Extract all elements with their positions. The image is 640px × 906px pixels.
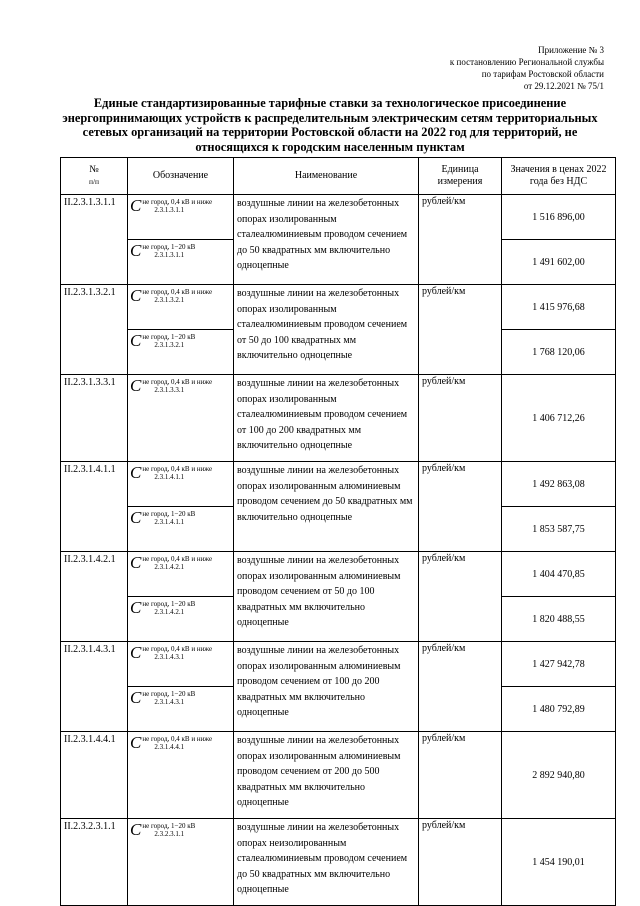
appendix-line: к постановлению Региональной службы [449,57,604,67]
designation-code: 2.3.1.3.3.1 [154,386,185,394]
designation-c-mark: C [130,196,142,215]
designation-c-mark: C [130,241,142,260]
designation-code: 2.3.1.4.3.1 [154,653,185,661]
designation-label: не город, 0,4 кВ и ниже [142,555,213,563]
table-row [61,195,616,240]
designation-label: не город, 0,4 кВ и ниже [142,735,213,743]
designation-c-mark: C [130,508,142,527]
designation-code: 2.3.1.4.1.1 [154,518,185,526]
value-cell: 1 480 792,89 [502,687,616,732]
designation-cell [128,285,234,330]
designation-label: не город, 0,4 кВ и ниже [142,288,213,296]
designation-code: 2.3.2.3.1.1 [154,830,185,838]
value-cell: 1 427 942,78 [502,642,616,687]
designation-cell [128,507,234,552]
designation-code: 2.3.1.4.2.1 [154,563,185,571]
unit-cell: рублей/км [419,732,502,819]
designation-c-mark: C [130,553,142,572]
designation-code: 2.3.1.3.1.1 [154,251,185,259]
name-cell: воздушные линии на железобетонных опорах изолированным алюминиевым проводом сечением от 50 до 100 квадратных мм включительно одноцепные [234,552,419,642]
header-designation: Обозначение [128,158,234,195]
row-number: II.2.3.1.3.1.1 [61,195,128,285]
value-cell: 1 404 470,85 [502,552,616,597]
designation-c-mark: C [130,643,142,662]
designation-code: 2.3.1.4.2.1 [154,608,185,616]
designation-cell [128,732,234,819]
value-cell: 1 516 896,00 [502,195,616,240]
value-cell: 1 820 488,55 [502,597,616,642]
header-num: № п/п [61,158,128,195]
designation-label: не город, 0,4 кВ и ниже [142,645,213,653]
designation-label: не город, 1−20 кВ [142,243,196,251]
document-title: Единые стандартизированные тарифные ставки за технологическое присоединение энергопринимающих устройств к распределительным электрическим сетям территориальных сетевых организаций на территории Ростовской области на 2022 год для территорий, не относящихся к городским населенным пунктам [62,96,598,154]
appendix-line: по тарифам Ростовской области [481,69,604,79]
row-number: II.2.3.1.4.2.1 [61,552,128,642]
appendix-line: от 29.12.2021 № 75/1 [523,81,604,91]
designation-c-mark: C [130,463,142,482]
unit-cell: рублей/км [419,819,502,906]
value-cell: 1 491 602,00 [502,240,616,285]
header-name: Наименование [234,158,419,195]
unit-cell: рублей/км [419,462,502,552]
designation-label: не город, 1−20 кВ [142,333,196,341]
row-number: II.2.3.1.4.4.1 [61,732,128,819]
name-cell: воздушные линии на железобетонных опорах изолированным алюминиевым проводом сечением до 50 квадратных мм включительно одноцепные [234,462,419,552]
designation-c-mark: C [130,688,142,707]
appendix-line: Приложение № 3 [538,45,604,55]
designation-label: не город, 1−20 кВ [142,600,196,608]
designation-c-mark: C [130,331,142,350]
designation-cell [128,462,234,507]
unit-cell: рублей/км [419,285,502,375]
designation-cell [128,642,234,687]
table-row [61,285,616,330]
name-cell: воздушные линии на железобетонных опорах изолированным сталеалюминиевым проводом сечением до 50 квадратных мм включительно одноцепные [234,195,419,285]
designation-label: не город, 1−20 кВ [142,510,196,518]
designation-code: 2.3.1.4.1.1 [154,473,185,481]
name-cell: воздушные линии на железобетонных опорах изолированным алюминиевым проводом сечением от 100 до 200 квадратных мм включительно одноцепные [234,642,419,732]
table-row [61,732,616,819]
designation-code: 2.3.1.3.2.1 [154,296,185,304]
designation-label: не город, 0,4 кВ и ниже [142,378,213,386]
table-row [61,375,616,462]
row-number: II.2.3.1.4.3.1 [61,642,128,732]
row-number: II.2.3.1.3.2.1 [61,285,128,375]
designation-cell [128,330,234,375]
name-cell: воздушные линии на железобетонных опорах изолированным алюминиевым проводом сечением от 200 до 500 квадратных мм включительно одноцепные [234,732,419,819]
designation-label: не город, 1−20 кВ [142,822,196,830]
value-cell: 1 768 120,06 [502,330,616,375]
designation-label: не город, 0,4 кВ и ниже [142,198,213,206]
designation-code: 2.3.1.4.4.1 [154,743,185,751]
unit-cell: рублей/км [419,375,502,462]
value-cell: 1 492 863,08 [502,462,616,507]
designation-cell [128,552,234,597]
name-cell: воздушные линии на железобетонных опорах неизолированным сталеалюминиевым проводом сечением до 50 квадратных мм включительно одноцепные [234,819,419,906]
designation-code: 2.3.1.3.1.1 [154,206,185,214]
table-header-row [61,158,616,195]
designation-cell [128,597,234,642]
designation-c-mark: C [130,376,142,395]
value-cell: 1 853 587,75 [502,507,616,552]
designation-c-mark: C [130,598,142,617]
designation-label: не город, 1−20 кВ [142,690,196,698]
row-number: II.2.3.1.3.3.1 [61,375,128,462]
table-row [61,552,616,597]
designation-code: 2.3.1.4.3.1 [154,698,185,706]
appendix-block [450,44,604,92]
unit-cell: рублей/км [419,552,502,642]
header-unit: Единица измерения [419,158,502,195]
designation-c-mark: C [130,286,142,305]
name-cell: воздушные линии на железобетонных опорах изолированным сталеалюминиевым проводом сечением от 100 до 200 квадратных мм включительно одноцепные [234,375,419,462]
designation-code: 2.3.1.3.2.1 [154,341,185,349]
row-number: II.2.3.2.3.1.1 [61,819,128,906]
table-row [61,819,616,906]
table-row [61,642,616,687]
value-cell: 1 454 190,01 [502,819,616,906]
designation-cell [128,819,234,906]
tariff-table [60,157,616,906]
value-cell: 1 406 712,26 [502,375,616,462]
designation-label: не город, 0,4 кВ и ниже [142,465,213,473]
name-cell: воздушные линии на железобетонных опорах изолированным сталеалюминиевым проводом сечением от 50 до 100 квадратных мм включительно одноцепные [234,285,419,375]
unit-cell: рублей/км [419,642,502,732]
designation-cell [128,195,234,240]
designation-cell [128,240,234,285]
designation-c-mark: C [130,733,142,752]
header-value: Значения в ценах 2022 года без НДС [502,158,616,195]
table-row [61,462,616,507]
designation-c-mark: C [130,820,142,839]
designation-cell [128,687,234,732]
row-number: II.2.3.1.4.1.1 [61,462,128,552]
value-cell: 2 892 940,80 [502,732,616,819]
value-cell: 1 415 976,68 [502,285,616,330]
designation-cell [128,375,234,462]
unit-cell: рублей/км [419,195,502,285]
